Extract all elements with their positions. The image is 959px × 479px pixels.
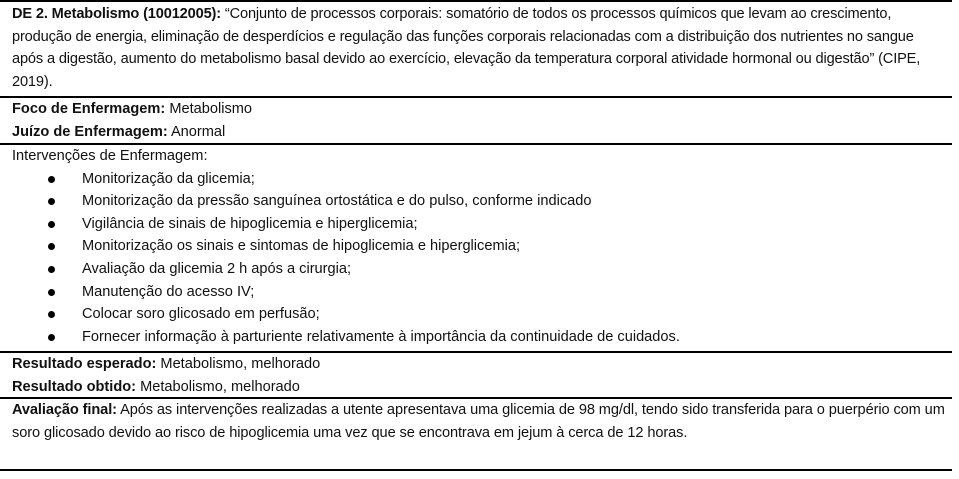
obtained-result-label: Resultado obtido: bbox=[12, 378, 137, 395]
bullet-icon bbox=[48, 266, 55, 273]
bullet-icon bbox=[48, 289, 55, 296]
list-item: Manutenção do acesso IV; bbox=[12, 281, 946, 304]
interventions-heading: Intervenções de Enfermagem: bbox=[12, 148, 208, 164]
list-item: Monitorização da pressão sanguínea ortostática e do pulso, conforme indicado bbox=[12, 190, 946, 213]
list-item: Vigilância de sinais de hipoglicemia e hiperglicemia; bbox=[12, 213, 946, 236]
obtained-result-value: Metabolismo, melhorado bbox=[136, 378, 300, 395]
diagnosis-row bbox=[0, 0, 952, 96]
bullet-icon bbox=[48, 243, 55, 250]
list-item: Fornecer informação à parturiente relativamente à importância da continuidade de cuidados. bbox=[12, 326, 946, 349]
focus-judgement-row bbox=[0, 96, 952, 143]
bullet-icon bbox=[48, 334, 55, 341]
list-item: Monitorização os sinais e sintomas de hipoglicemia e hiperglicemia; bbox=[12, 235, 946, 258]
expected-result-line bbox=[12, 353, 946, 376]
focus-line bbox=[12, 98, 946, 121]
bullet-icon bbox=[48, 198, 55, 205]
judgement-line bbox=[12, 121, 946, 144]
bullet-icon bbox=[48, 221, 55, 228]
bullet-icon bbox=[48, 176, 55, 183]
final-evaluation-row bbox=[0, 397, 952, 471]
focus-value: Metabolismo bbox=[165, 101, 253, 117]
obtained-result-line bbox=[12, 376, 946, 399]
final-evaluation-text: Após as intervenções realizadas a utente apresentava uma glicemia de 98 mg/dl, tendo sido transferida para o puerpério com um soro glicosado devido ao risco de hipoglicemia uma vez que se encontrava em jejum à cerca de 12 horas. bbox=[12, 402, 945, 441]
diagnosis-label: DE 2. Metabolismo (10012005): bbox=[12, 6, 221, 22]
list-item: Avaliação da glicemia 2 h após a cirurgia; bbox=[12, 258, 946, 281]
interventions-list bbox=[12, 168, 946, 349]
final-evaluation-label: Avaliação final: bbox=[12, 402, 117, 418]
results-row bbox=[0, 351, 952, 397]
interventions-row bbox=[0, 143, 952, 351]
diagnosis-definition: “Conjunto de processos corporais: somatório de todos os processos químicos que levam ao crescimento, produção de energia, eliminação de desperdícios e regulação das funções corporais relacionadas com a distribuição dos nutrientes no sangue após a digestão, aumento do metabolismo basal devido ao exercício, elevação da temperatura corporal atividade hormonal ou digestão” (CIPE, 2019). bbox=[12, 6, 921, 90]
bullet-icon bbox=[48, 311, 55, 318]
list-item: Colocar soro glicosado em perfusão; bbox=[12, 303, 946, 326]
judgement-value: Anormal bbox=[167, 123, 226, 140]
judgement-label: Juízo de Enfermagem: bbox=[12, 123, 168, 140]
expected-result-label: Resultado esperado: bbox=[12, 356, 157, 372]
expected-result-value: Metabolismo, melhorado bbox=[156, 356, 321, 372]
list-item: Monitorização da glicemia; bbox=[12, 168, 946, 191]
focus-label: Foco de Enfermagem: bbox=[12, 101, 166, 117]
